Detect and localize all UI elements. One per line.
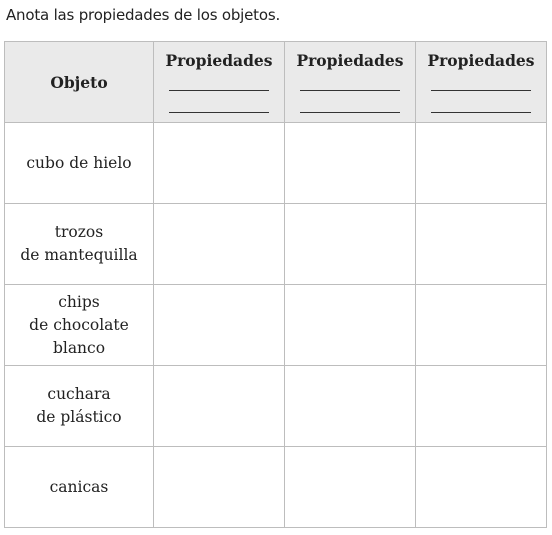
- properties-header-label: Propiedades: [427, 51, 535, 70]
- blank-line[interactable]: [169, 90, 269, 91]
- blank-line[interactable]: [431, 112, 531, 113]
- object-cell: [5, 366, 154, 447]
- object-cell: [5, 204, 154, 285]
- object-label: blanco: [52, 338, 106, 357]
- property-cell[interactable]: [154, 285, 285, 366]
- object-label: de mantequilla: [20, 246, 138, 264]
- property-cell[interactable]: [416, 285, 547, 366]
- properties-column-header-2: [285, 42, 416, 123]
- property-cell[interactable]: [154, 447, 285, 528]
- object-label: de plástico: [36, 408, 122, 426]
- object-label: de chocolate: [29, 315, 129, 334]
- properties-column-header-3: [416, 42, 547, 123]
- blank-line[interactable]: [300, 90, 400, 91]
- property-cell[interactable]: [285, 285, 416, 366]
- properties-table: [4, 41, 547, 528]
- object-label: trozos: [54, 223, 104, 241]
- instruction-text: Anota las propiedades de los objetos.: [6, 6, 281, 24]
- property-cell[interactable]: [154, 366, 285, 447]
- property-cell[interactable]: [416, 366, 547, 447]
- property-cell[interactable]: [285, 123, 416, 204]
- object-cell: [5, 447, 154, 528]
- blank-line[interactable]: [431, 90, 531, 91]
- blank-line[interactable]: [169, 112, 269, 113]
- property-cell[interactable]: [416, 204, 547, 285]
- property-cell[interactable]: [416, 123, 547, 204]
- object-label: cuchara: [47, 385, 111, 403]
- object-label: canicas: [49, 477, 109, 496]
- header-row: [5, 42, 547, 123]
- blank-line[interactable]: [300, 112, 400, 113]
- property-cell[interactable]: [154, 204, 285, 285]
- object-cell: [5, 285, 154, 366]
- table-row: [5, 204, 547, 285]
- object-label: chips: [58, 292, 100, 311]
- property-cell[interactable]: [154, 123, 285, 204]
- properties-column-header-1: [154, 42, 285, 123]
- object-label: cubo de hielo: [26, 153, 132, 172]
- property-cell[interactable]: [285, 447, 416, 528]
- table-row: [5, 366, 547, 447]
- property-cell[interactable]: [285, 204, 416, 285]
- properties-header-label: Propiedades: [296, 51, 404, 70]
- object-column-header: Objeto: [5, 42, 154, 123]
- table-row: [5, 285, 547, 366]
- table-row: [5, 447, 547, 528]
- table-row: [5, 123, 547, 204]
- property-cell[interactable]: [285, 366, 416, 447]
- object-cell: [5, 123, 154, 204]
- properties-header-label: Propiedades: [165, 51, 273, 70]
- property-cell[interactable]: [416, 447, 547, 528]
